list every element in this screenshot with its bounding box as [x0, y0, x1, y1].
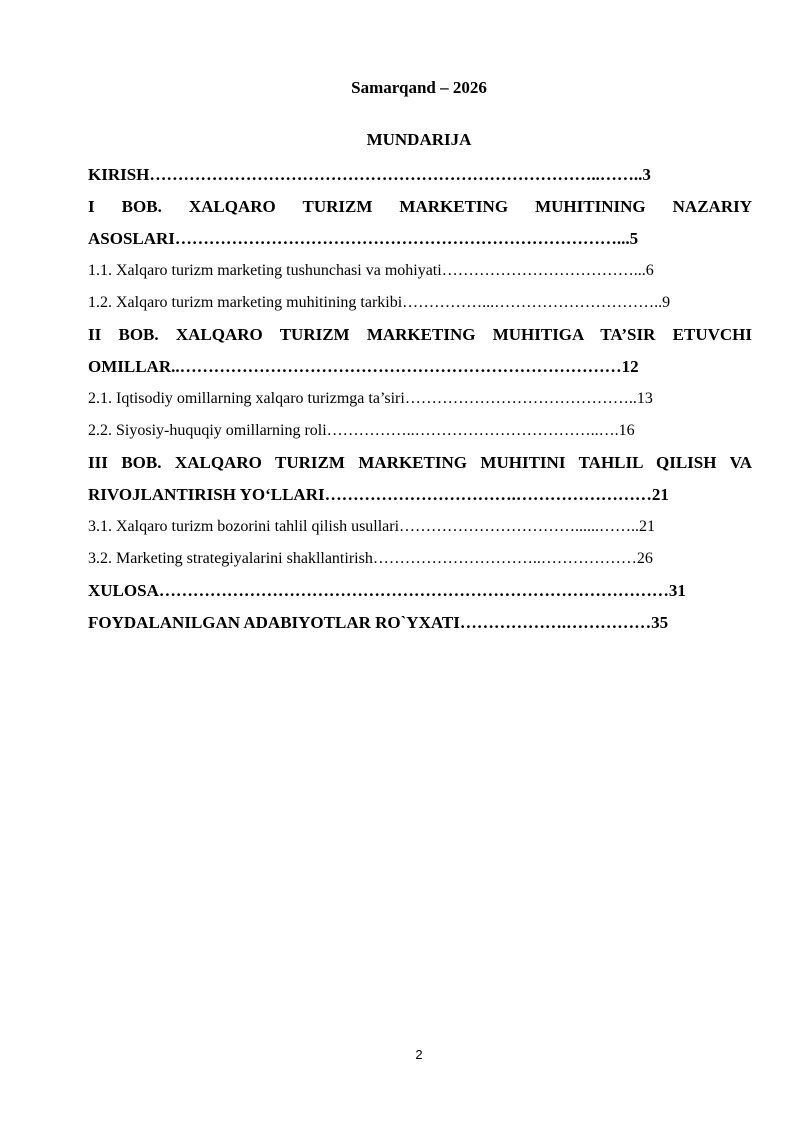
toc-entry-introduction: KIRISH……………………………………………………………………..……..3 [88, 165, 651, 184]
toc-entry-references: FOYDALANILGAN ADABIYOTLAR RO`YXATI……………….……………35 [88, 613, 669, 632]
toc-section-2-2: 2.2. Siyosiy-huquqiy omillarning roli……………..……………………………..….16 [88, 422, 635, 439]
toc-section-1-2: 1.2. Xalqaro turizm marketing muhitining tarkibi……………...…………………………..9 [88, 294, 671, 311]
toc-chapter-1-heading: I BOB. XALQARO TURIZM MARKETING MUHITINING NAZARIY [88, 197, 752, 216]
toc-chapter-1-heading-cont: ASOSLARI……………………………………………………………………...5 [88, 229, 639, 248]
toc-section-1-1: 1.1. Xalqaro turizm marketing tushunchasi va mohiyati………………………………...6 [88, 262, 654, 279]
toc-chapter-3-heading: III BOB. XALQARO TURIZM MARKETING MUHITINI TAHLIL QILISH VA [88, 453, 752, 472]
toc-chapter-3-heading-cont: RIVOJLANTIRISH YO‘LLARI…………………………….……………………21 [88, 485, 669, 504]
toc-section-3-2: 3.2. Marketing strategiyalarini shakllantirish…………………………..………………26 [88, 550, 653, 567]
toc-chapter-2-heading: II BOB. XALQARO TURIZM MARKETING MUHITIGA TA’SIR ETUVCHI [88, 325, 752, 344]
toc-chapter-2-heading-cont: OMILLAR..……………………………………………………………………12 [88, 357, 639, 376]
toc-section-2-1: 2.1. Iqtisodiy omillarning xalqaro turizmga ta’siri……………………………………..13 [88, 390, 653, 407]
page-number: 2 [415, 1047, 423, 1062]
toc-section-3-1: 3.1. Xalqaro turizm bozorini tahlil qilish usullari……………………………......……..21 [88, 518, 656, 535]
city-year-heading: Samarqand – 2026 [351, 78, 487, 97]
table-of-contents [88, 159, 752, 639]
toc-entry-conclusion: XULOSA………………………………………………………………………………31 [88, 581, 686, 600]
toc-title: MUNDARIJA [366, 130, 472, 149]
